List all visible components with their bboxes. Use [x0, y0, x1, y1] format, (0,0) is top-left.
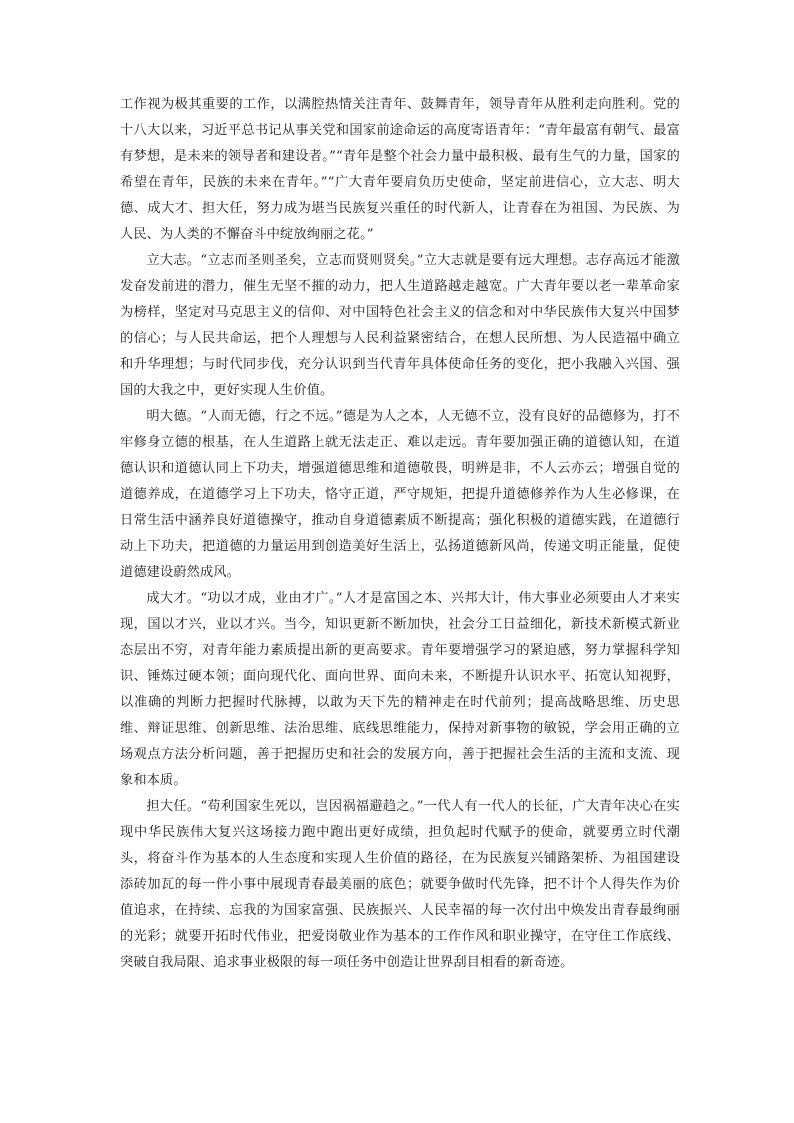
paragraph-text: “苟利国家生死以，岂因祸福避趋之。”一代人有一代人的长征，广大青年决心在实现中华民族伟大复兴这场接力跑中跑出更好成绩，担负起时代赋予的使命，就要勇立时代潮头，将奋斗作为基本的人生态度和实现人生价值的路径，在为民族复兴铺路架桥、为祖国建设添砖加瓦的每一件小事中展现青春最美丽的底色；就要争做时代先锋，把不计个人得失作为价值追求，在持续、忘我的为国家富强、民族振兴、人民幸福的每一次付出中焕发出青春最绚丽的光彩；就要开拓时代伟业，把爱岗敬业作为基本的工作作风和职业操守，在守住工作底线、突破自我局限、追求事业极限的每一项任务中创造让世界刮目相看的新奇迹。: [120, 799, 680, 970]
paragraph-lead: 立大志。: [146, 253, 201, 268]
paragraph-text: “立志而圣则圣矣，立志而贤则贤矣。”立大志就是要有远大理想。志存高远才能激发奋发前进的潜力，催生无坚不摧的动力，把人生道路越走越宽。广大青年要以老一辈革命家为榜样，坚定对马克思主义的信仰、对中国特色社会主义的信念和对中华民族伟大复兴中国梦的信心；与人民共命运，把个人理想与人民利益紧密结合，在想人民所想、为人民造福中确立和升华理想；与时代同步伐，充分认识到当代青年具体使命任务的变化，把小我融入兴国、强国的大我之中，更好实现人生价值。: [120, 253, 680, 398]
paragraph-li-da-zhi: [120, 248, 680, 404]
paragraph-dan-da-ren: [120, 794, 680, 976]
paragraph-text: “功以才成，业由才广。”人才是富国之本、兴邦大计，伟大事业必须要由人才来实现，国以才兴，业以才兴。当今，知识更新不断加快，社会分工日益细化，新技术新模式新业态层出不穷，对青年能力素质提出新的更高要求。青年要增强学习的紧迫感，努力掌握科学知识、锤炼过硬本领；面向现代化、面向世界、面向未来，不断提升认识水平、拓宽认知视野，以准确的判断力把握时代脉搏，以敢为天下先的精神走在时代前列；提高战略思维、历史思维、辩证思维、创新思维、法治思维、底线思维能力，保持对新事物的敏锐，学会用正确的立场观点方法分析问题，善于把握历史和社会的发展方向，善于把握社会生活的主流和支流、现象和本质。: [120, 591, 680, 788]
paragraph-text: “人而无德，行之不远。”德是为人之本，人无德不立，没有良好的品德修为，打不牢修身立德的根基，在人生道路上就无法走正、难以走远。青年要加强正确的道德认知，在道德认识和道德认同上下功夫，增强道德思维和道德敬畏，明辨是非，不人云亦云；增强自觉的道德养成，在道德学习上下功夫，恪守正道，严守规矩，把提升道德修养作为人生必修课，在日常生活中涵养良好道德操守，推动自身道德素质不断提高；强化积极的道德实践，在道德行动上下功夫，把道德的力量运用到创造美好生活上，弘扬道德新风尚，传递文明正能量，促使道德建设蔚然成风。: [120, 409, 680, 580]
paragraph-text: 工作视为极其重要的工作，以满腔热情关注青年、鼓舞青年，领导青年从胜利走向胜利。党的十八大以来，习近平总书记从事关党和国家前途命运的高度寄语青年：“青年最富有朝气、最富有梦想，是未来的领导者和建设者。”“青年是整个社会力量中最积极、最有生气的力量，国家的希望在青年，民族的未来在青年。”“广大青年要肩负历史使命，坚定前进信心，立大志、明大德、成大才、担大任，努力成为堪当民族复兴重任的时代新人，让青春在为祖国、为民族、为人民、为人类的不懈奋斗中绽放绚丽之花。”: [120, 97, 680, 242]
paragraph-intro: [120, 92, 680, 248]
paragraph-lead: 担大任。: [146, 799, 201, 814]
paragraph-ming-da-de: [120, 404, 680, 586]
paragraph-cheng-da-cai: [120, 586, 680, 794]
paragraph-lead: 明大德。: [146, 409, 201, 424]
paragraph-lead: 成大才。: [146, 591, 201, 606]
document-page: [120, 92, 680, 976]
